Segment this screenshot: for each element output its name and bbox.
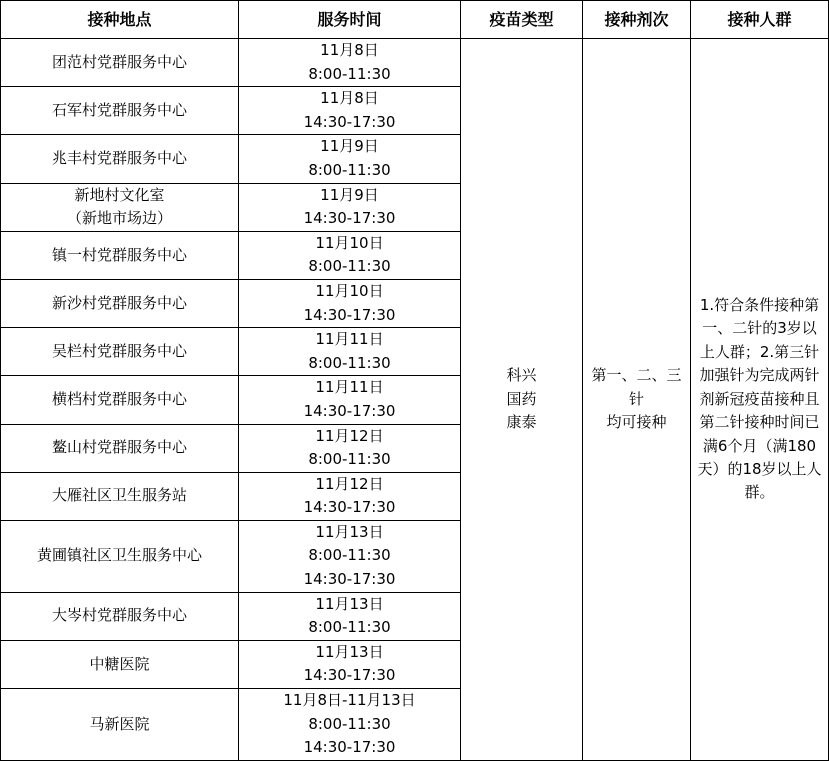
population-cell: 1.符合条件接种第一、二针的3岁以上人群；2.第三针加强针为完成两针剂新冠疫苗接种且第二针接种时间已满6个月（满180天）的18岁以上人群。 <box>691 39 829 761</box>
location-cell <box>1 183 239 231</box>
location-text: 大雁社区卫生服务站 <box>51 486 187 505</box>
location-text: 中糖医院 <box>89 654 150 673</box>
header-location: 接种地点 <box>1 1 239 39</box>
location-text: 鳌山村党群服务中心 <box>51 438 187 457</box>
time-text: 14:30-17:30 <box>303 401 396 420</box>
location-cell <box>1 520 239 592</box>
header-dose: 接种剂次 <box>583 1 691 39</box>
location-text: 石军村党群服务中心 <box>51 100 187 119</box>
time-text: 14:30-17:30 <box>303 738 396 757</box>
date-text: 11月11日 <box>315 378 384 397</box>
location-text: 兆丰村党群服务中心 <box>51 149 187 168</box>
location-cell <box>1 376 239 424</box>
location-text: 镇一村党群服务中心 <box>51 245 187 264</box>
location-cell <box>1 135 239 183</box>
time-cell <box>239 520 461 592</box>
time-text: 14:30-17:30 <box>303 209 396 228</box>
location-note: （新地市场边） <box>66 209 172 228</box>
time-cell <box>239 376 461 424</box>
location-cell <box>1 231 239 279</box>
date-text: 11月13日 <box>315 522 384 541</box>
time-text: 14:30-17:30 <box>303 112 396 131</box>
date-text: 11月13日 <box>315 642 384 661</box>
location-text: 新地村文化室 <box>74 185 165 204</box>
location-text: 新沙村党群服务中心 <box>51 293 187 312</box>
location-cell <box>1 592 239 640</box>
location-cell <box>1 279 239 327</box>
date-text: 11月8日-11月13日 <box>283 691 416 710</box>
date-text: 11月10日 <box>315 281 384 300</box>
dose-text: 针 <box>628 389 644 408</box>
time-cell <box>239 87 461 135</box>
time-text: 14:30-17:30 <box>303 498 396 517</box>
time-cell <box>239 689 461 761</box>
table-row <box>1 39 829 87</box>
vaccine-name: 科兴 <box>506 366 537 385</box>
dose-text: 第一、二、三 <box>591 366 682 385</box>
time-text: 8:00-11:30 <box>308 160 391 179</box>
time-cell <box>239 592 461 640</box>
time-text: 14:30-17:30 <box>303 305 396 324</box>
location-cell <box>1 640 239 688</box>
location-text: 横档村党群服务中心 <box>51 390 187 409</box>
time-cell <box>239 472 461 520</box>
location-text: 吴栏村党群服务中心 <box>51 341 187 360</box>
time-text: 8:00-11:30 <box>308 257 391 276</box>
date-text: 11月12日 <box>315 474 384 493</box>
location-text: 黄圃镇社区卫生服务中心 <box>36 546 202 565</box>
date-text: 11月11日 <box>315 330 384 349</box>
time-cell <box>239 640 461 688</box>
time-cell <box>239 39 461 87</box>
time-cell <box>239 231 461 279</box>
location-cell <box>1 424 239 472</box>
time-text: 8:00-11:30 <box>308 546 391 565</box>
dose-text: 均可接种 <box>606 413 667 432</box>
time-cell <box>239 424 461 472</box>
vaccine-name: 国药 <box>506 389 537 408</box>
time-text: 8:00-11:30 <box>308 714 391 733</box>
time-text: 8:00-11:30 <box>308 64 391 83</box>
time-text: 8:00-11:30 <box>308 450 391 469</box>
date-text: 11月8日 <box>320 41 379 59</box>
date-text: 11月13日 <box>315 594 384 613</box>
header-service-time: 服务时间 <box>239 1 461 39</box>
location-cell <box>1 689 239 761</box>
time-cell <box>239 328 461 376</box>
header-population: 接种人群 <box>691 1 829 39</box>
dose-cell <box>583 39 691 761</box>
time-cell <box>239 279 461 327</box>
date-text: 11月9日 <box>320 137 379 156</box>
location-cell <box>1 87 239 135</box>
location-cell <box>1 472 239 520</box>
location-text: 马新医院 <box>89 714 150 733</box>
time-text: 8:00-11:30 <box>308 618 391 637</box>
location-text: 团范村党群服务中心 <box>51 52 187 71</box>
location-cell <box>1 39 239 87</box>
date-text: 11月9日 <box>320 185 379 204</box>
date-text: 11月12日 <box>315 426 384 445</box>
date-text: 11月10日 <box>315 233 384 252</box>
vaccine-name: 康泰 <box>506 413 537 432</box>
header-row <box>1 1 829 39</box>
vaccine-type-cell <box>461 39 583 761</box>
time-cell <box>239 183 461 231</box>
date-text: 11月8日 <box>320 89 379 108</box>
time-text: 14:30-17:30 <box>303 666 396 685</box>
time-text: 14:30-17:30 <box>303 570 396 589</box>
time-cell <box>239 135 461 183</box>
location-text: 大岑村党群服务中心 <box>51 606 187 625</box>
header-vaccine-type: 疫苗类型 <box>461 1 583 39</box>
time-text: 8:00-11:30 <box>308 353 391 372</box>
location-cell <box>1 328 239 376</box>
